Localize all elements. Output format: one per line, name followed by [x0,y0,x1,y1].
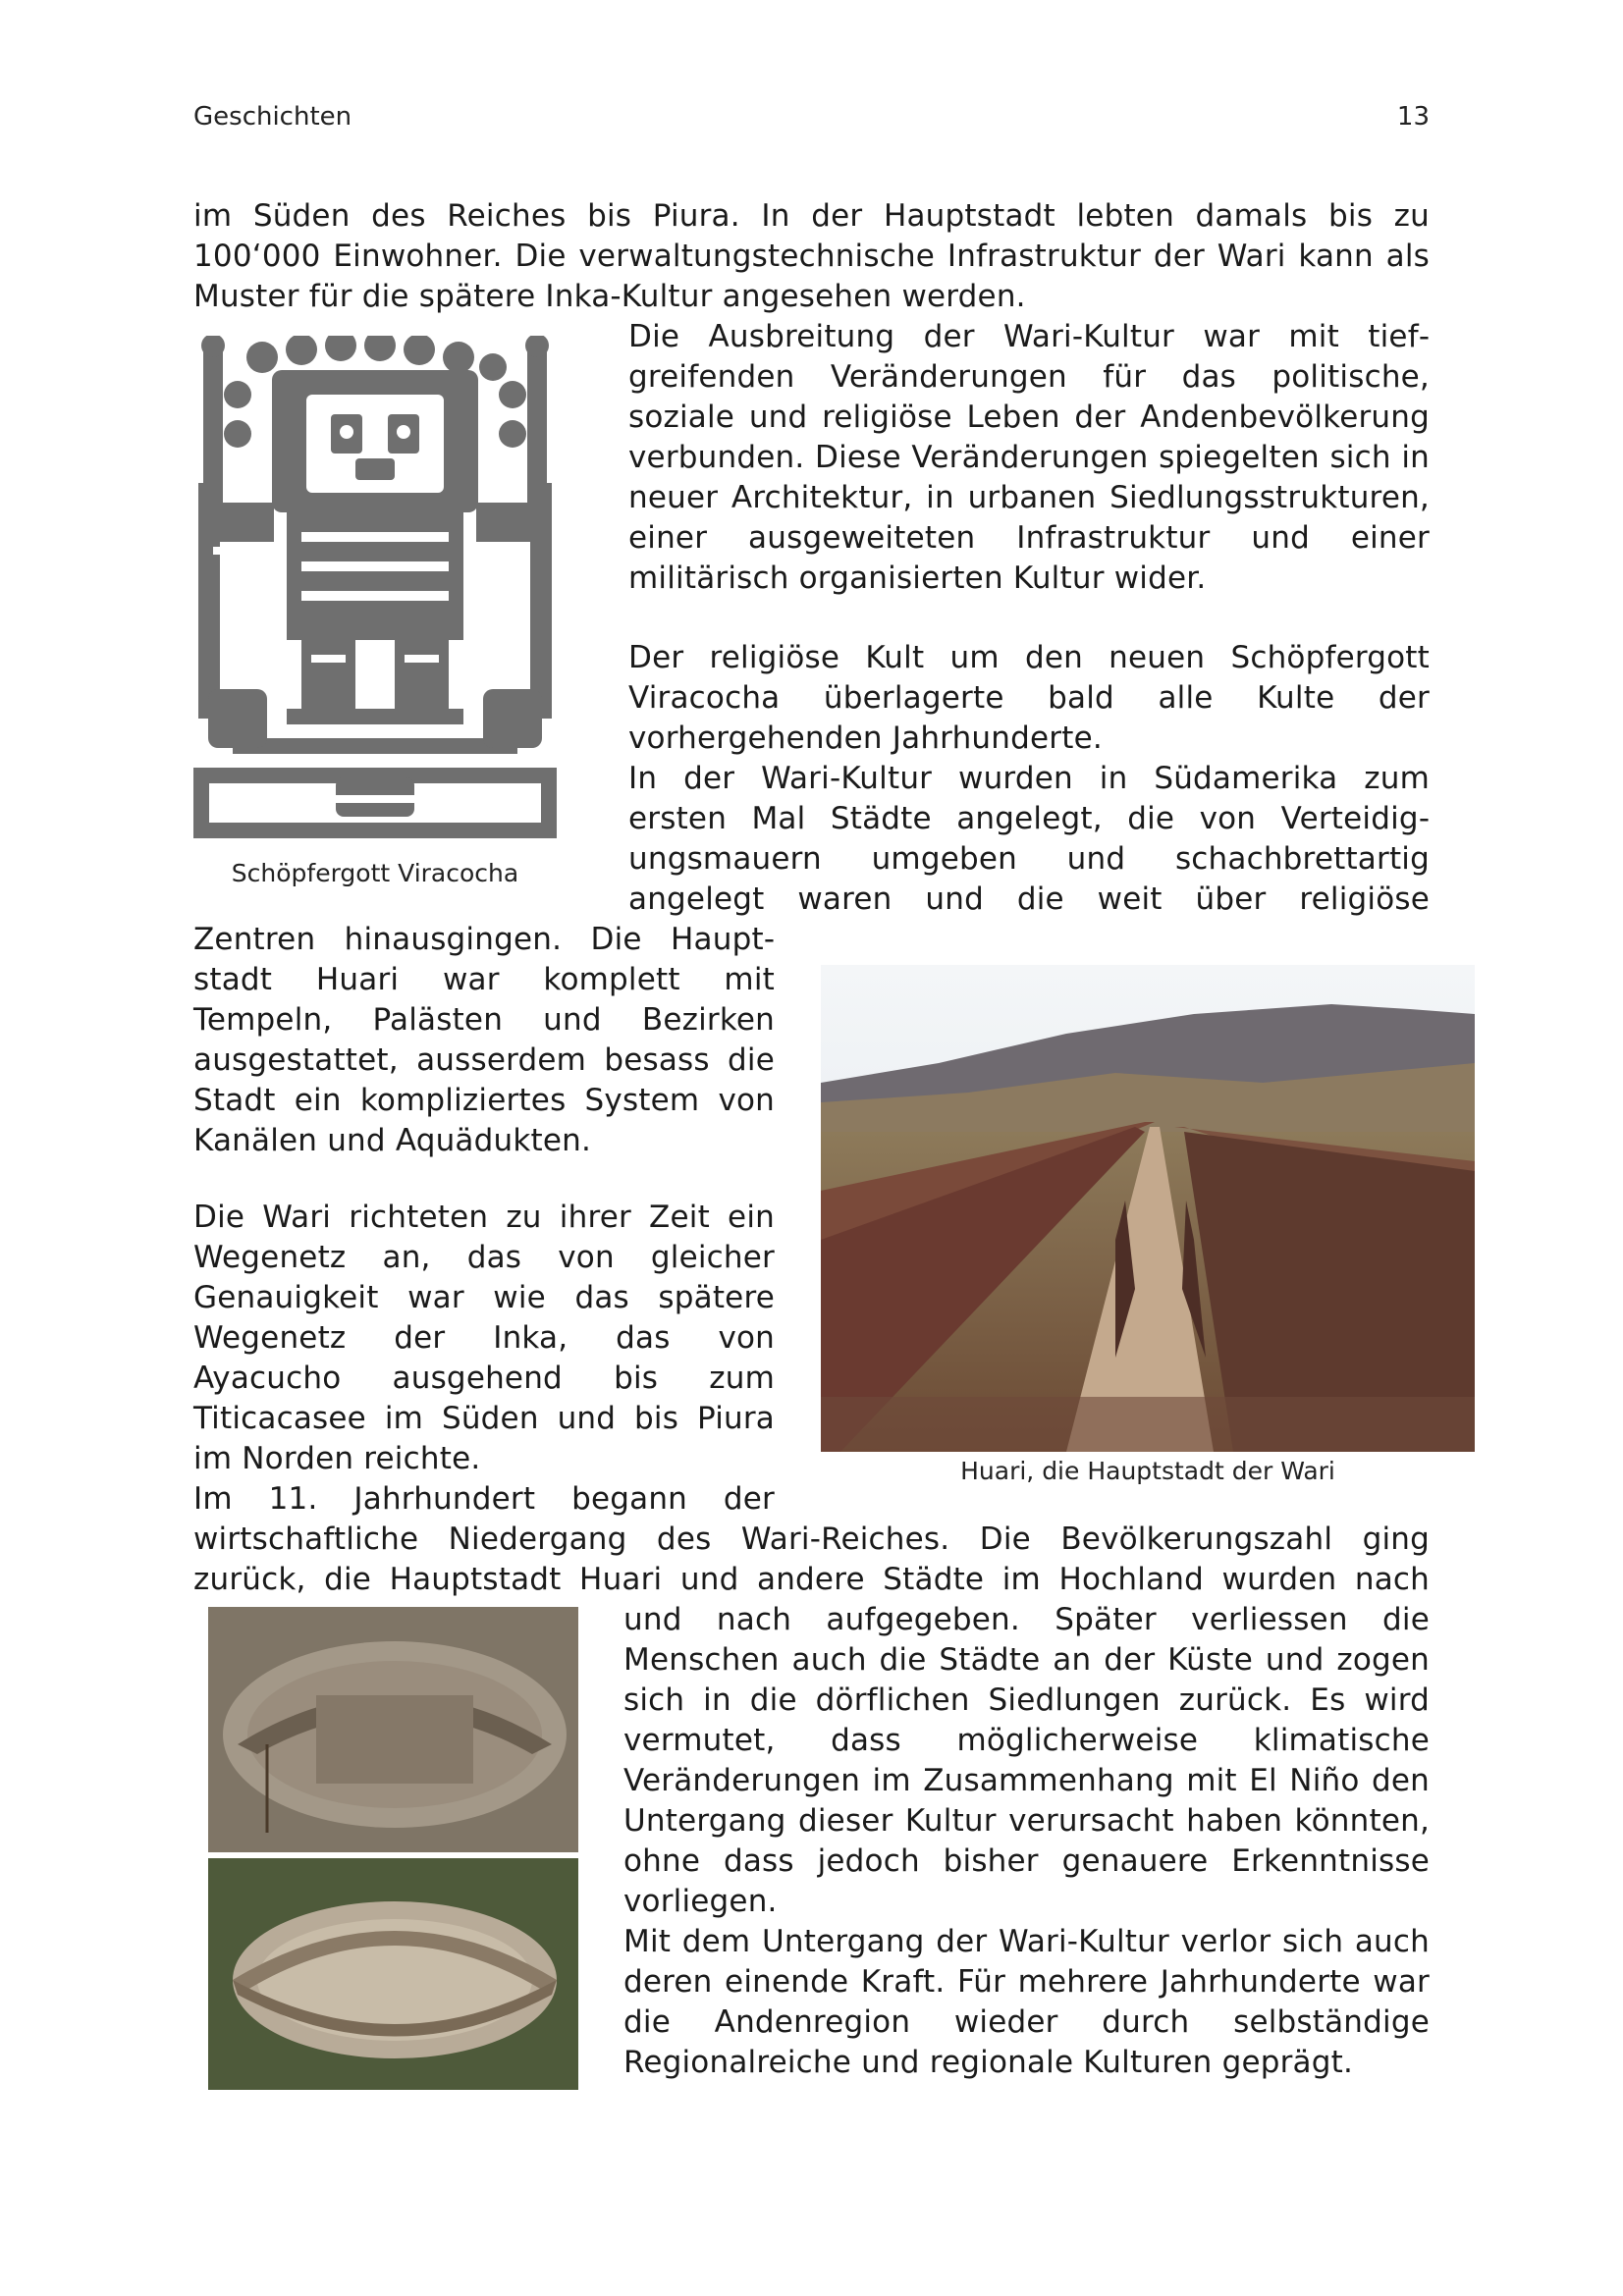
page-header [193,102,1430,137]
viracocha-caption: Schöpfergott Viracocha [231,859,519,887]
huari-ruins-photo [821,965,1475,1452]
viracocha-deity-illustration [193,336,557,838]
paragraph-aftermath: Mit dem Untergang der Wari-Kultur verlor sich auch deren einende Kraft. Für mehrere Jahrhunderte war die Andenregion wieder durch selbständige Regionalreiche und regionale Kulturen geprägt. [623,1924,1430,2080]
paragraph-intro: im Süden des Reiches bis Piura. In der Hauptstadt lebten damals bis zu 100‘000 Einwohner. Die verwaltungstechnische Infrastruktur der Wari kann als Muster für die spätere Inka-Kultur angesehen werden. [193,198,1430,314]
paragraph-cities-part1: In der Wari-Kultur wurden in Südamerika zum ersten Mal Städte angelegt, die von Verteidigungsmauern umgeben und schachbrettartig angelegt waren und die weit über religiöse [628,761,1430,917]
ruins-photo [208,1607,578,2090]
viracocha-figure [193,336,557,838]
paragraph-expansion: Die Ausbreitung der Wari-Kultur war mit tiefgreifenden Veränderungen für das politische, soziale und religiöse Leben der Andenbevölkerung verbunden. Diese Veränderungen spiegelten sich in neuer Architektur, in urbanen Siedlungsstrukturen, einer ausgeweiteten Infrastruktur und einer militärisch organisierten Kultur wider. [628,319,1430,596]
paragraph-cities-part2: Zentren hinausgingen. Die Hauptstadt Huari war komplett mit Tempeln, Palästen und Bezirken ausgestattet, ausserdem besass die Stadt ein kompliziertes System von Kanälen und Aquädukten. [193,922,775,1158]
paragraph-viracocha-cult: Der religiöse Kult um den neuen Schöpfergott Viracocha überlagerte bald alle Kulte der vorhergehenden Jahrhunderte. [628,640,1430,756]
paragraph-road-network: Die Wari richteten zu ihrer Zeit ein Wegenetz an, das von gleicher Genauigkeit war wie das spätere Wegenetz der Inka, das von Ayacucho ausgehend bis zum Titicacasee im Süden und bis Piura im Norden reichte. [193,1200,775,1476]
wari-structures-photo [208,1607,578,2090]
paragraph-decline-part2: wirtschaftliche Niedergang des Wari-Reiches. Die Bevölkerungszahl ging zurück, die Hauptstadt Huari und andere Städte im Hochland wurden nach [193,1522,1430,1597]
huari-photo [821,965,1475,1452]
paragraph-decline-part3: und nach aufgegeben. Später verliessen die Menschen auch die Städte an der Küste und zogen sich in die dörflichen Siedlungen zurück. Es wird vermutet, dass möglicherweise klimatische Veränderungen im Zusammenhang mit El Niño den Untergang dieser Kultur verursacht haben könnten, ohne dass jedoch bisher genauere Erkenntnisse vorliegen. [623,1602,1430,1919]
page-number: 13 [1396,102,1430,132]
running-header-title: Geschichten [193,102,352,132]
paragraph-decline-part1: Im 11. Jahrhundert begann der [193,1481,775,1517]
huari-caption: Huari, die Hauptstadt der Wari [960,1457,1335,1485]
